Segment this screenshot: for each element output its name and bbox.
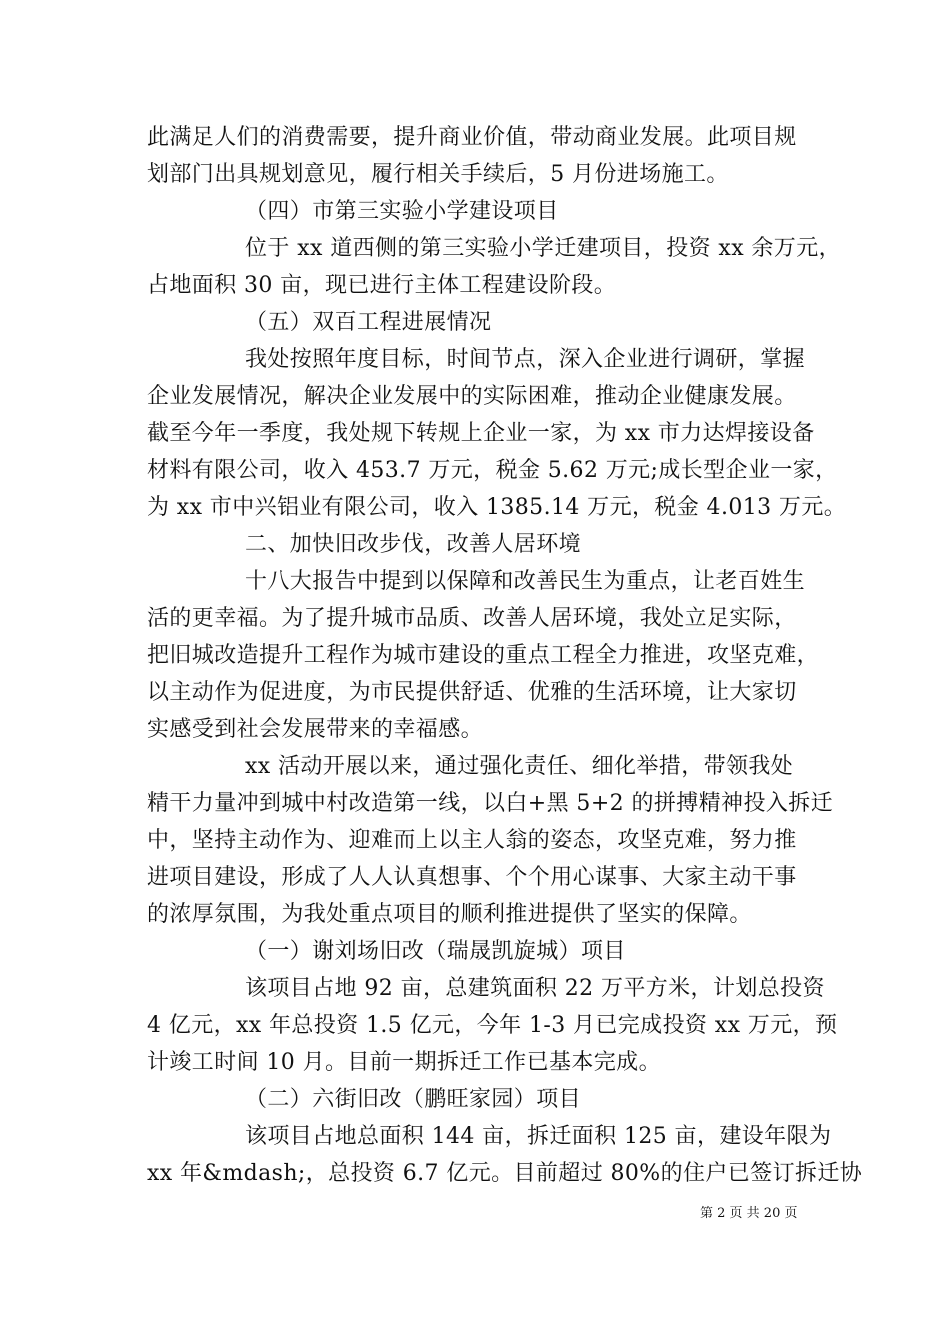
section-heading: （一）谢刘场旧改（瑞晟凯旋城）项目 <box>245 939 626 964</box>
text-line: 活的更幸福。为了提升城市品质、改善人居环境，我处立足实际， <box>147 606 797 631</box>
text-line: xx 活动开展以来，通过强化责任、细化举措，带领我处 <box>245 754 794 779</box>
text-line: xx 年&mdash;，总投资 6.7 亿元。目前超过 80%的住户已签订拆迁协 <box>147 1161 863 1186</box>
text-line: 该项目占地 92 亩，总建筑面积 22 万平方米，计划总投资 <box>245 976 825 1001</box>
text-line: 位于 xx 道西侧的第三实验小学迁建项目，投资 xx 余万元， <box>245 236 842 261</box>
text-line: 为 xx 市中兴铝业有限公司，收入 1385.14 万元，税金 4.013 万元。 <box>147 495 847 520</box>
section-heading: （四）市第三实验小学建设项目 <box>245 199 559 224</box>
text-line: 实感受到社会发展带来的幸福感。 <box>147 717 484 742</box>
text-line: 企业发展情况，解决企业发展中的实际困难，推动企业健康发展。 <box>147 384 797 409</box>
text-line: 我处按照年度目标，时间节点，深入企业进行调研，掌握 <box>245 347 806 372</box>
text-line: 计竣工时间 10 月。目前一期拆迁工作已基本完成。 <box>147 1050 661 1075</box>
section-heading: （二）六街旧改（鹏旺家园）项目 <box>245 1087 582 1112</box>
text-line: 占地面积 30 亩，现已进行主体工程建设阶段。 <box>147 273 617 298</box>
text-line: 把旧城改造提升工程作为城市建设的重点工程全力推进，攻坚克难， <box>147 643 820 668</box>
section-heading: （五）双百工程进展情况 <box>245 310 492 335</box>
text-line: 以主动作为促进度，为市民提供舒适、优雅的生活环境，让大家切 <box>147 680 797 705</box>
text-line: 精干力量冲到城中村改造第一线，以白+黑 5+2 的拼搏精神投入拆迁 <box>147 791 834 816</box>
text-line: 划部门出具规划意见，履行相关手续后，5 月份进场施工。 <box>147 162 729 187</box>
text-line: 此满足人们的消费需要，提升商业价值，带动商业发展。此项目规 <box>147 125 797 150</box>
section-heading: 二、加快旧改步伐，改善人居环境 <box>245 532 582 557</box>
text-line: 截至今年一季度，我处规下转规上企业一家，为 xx 市力达焊接设备 <box>147 421 815 446</box>
text-line: 材料有限公司，收入 453.7 万元，税金 5.62 万元;成长型企业一家， <box>147 458 838 483</box>
text-line: 进项目建设，形成了人人认真想事、个个用心谋事、大家主动干事 <box>147 865 797 890</box>
text-line: 十八大报告中提到以保障和改善民生为重点，让老百姓生 <box>245 569 806 594</box>
page-number-footer: 第 2 页 共 20 页 <box>700 1206 798 1221</box>
text-line: 的浓厚氛围，为我处重点项目的顺利推进提供了坚实的保障。 <box>147 902 752 927</box>
text-line: 4 亿元，xx 年总投资 1.5 亿元，今年 1-3 月已完成投资 xx 万元，预 <box>147 1013 838 1038</box>
text-line: 中，坚持主动作为、迎难而上以主人翁的姿态，攻坚克难，努力推 <box>147 828 797 853</box>
text-line: 该项目占地总面积 144 亩，拆迁面积 125 亩，建设年限为 <box>245 1124 832 1149</box>
